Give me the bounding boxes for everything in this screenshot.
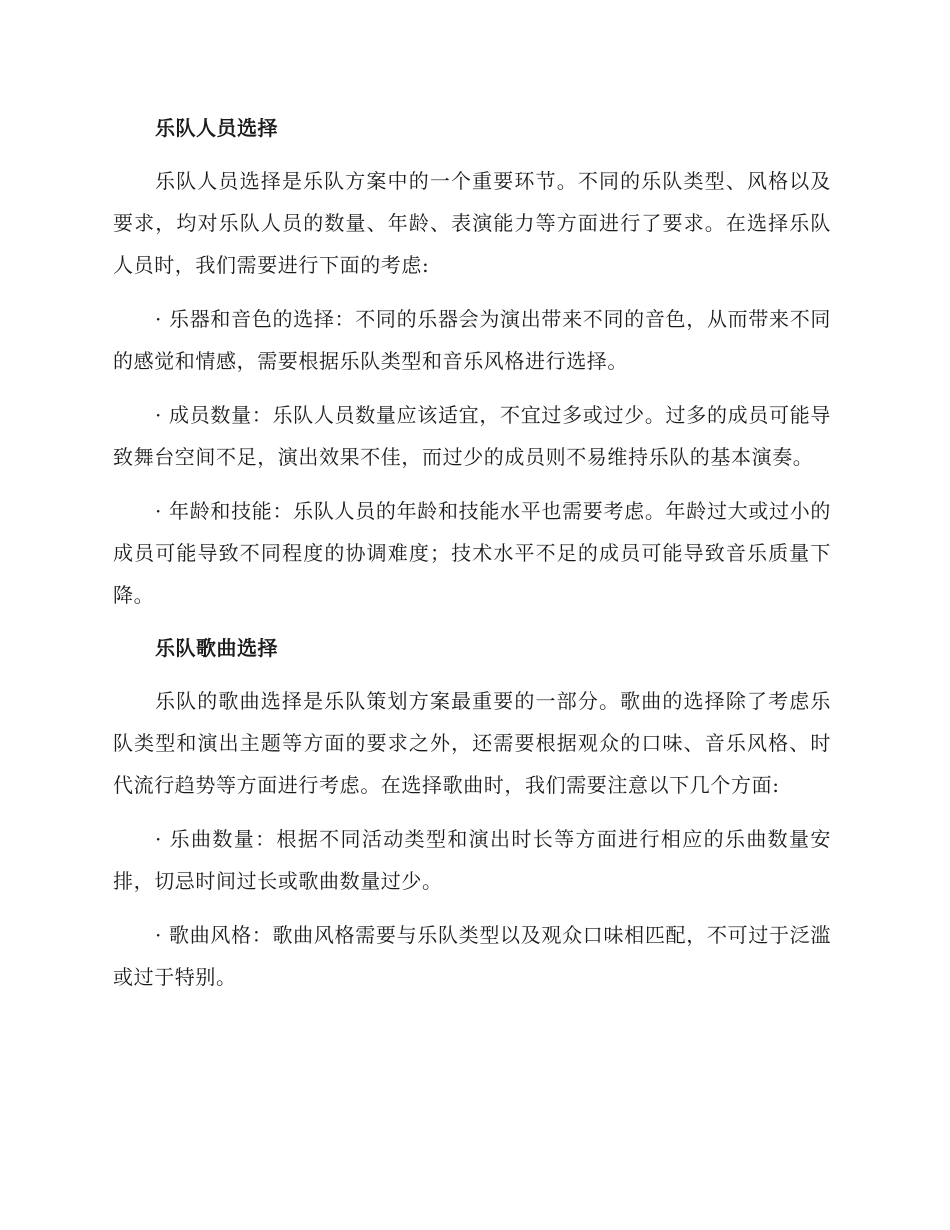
songs-intro-paragraph: 乐队的歌曲选择是乐队策划方案最重要的一部分。歌曲的选择除了考虑乐队类型和演出主题等方面的要求之外，还需要根据观众的口味、音乐风格、时代流行趋势等方面进行考虑。在选择歌曲时，我们需要注意以下几个方面: <box>113 689 831 797</box>
bullet-age-skill: · 年龄和技能：乐队人员的年龄和技能水平也需要考虑。年龄过大或过小的成员可能导致不同程度的协调难度；技术水平不足的成员可能导致音乐质量下降。 <box>113 499 831 607</box>
bullet-song-style: · 歌曲风格：歌曲风格需要与乐队类型以及观众口味相匹配，不可过于泛滥或过于特别。 <box>113 923 831 989</box>
bullet-instruments: · 乐器和音色的选择：不同的乐器会为演出带来不同的音色，从而带来不同的感觉和情感，需要根据乐队类型和音乐风格进行选择。 <box>113 307 831 373</box>
section-heading-songs: 乐队歌曲选择 <box>155 636 278 660</box>
document-page <box>113 108 831 1010</box>
bullet-member-count: · 成员数量：乐队人员数量应该适宜，不宜过多或过少。过多的成员可能导致舞台空间不足，演出效果不佳，而过少的成员则不易维持乐队的基本演奏。 <box>113 403 831 469</box>
bullet-song-count: · 乐曲数量：根据不同活动类型和演出时长等方面进行相应的乐曲数量安排，切忌时间过长或歌曲数量过少。 <box>113 827 831 893</box>
personnel-intro-paragraph: 乐队人员选择是乐队方案中的一个重要环节。不同的乐队类型、风格以及要求，均对乐队人员的数量、年龄、表演能力等方面进行了要求。在选择乐队人员时，我们需要进行下面的考虑: <box>113 169 831 277</box>
section-heading-personnel: 乐队人员选择 <box>155 116 278 140</box>
